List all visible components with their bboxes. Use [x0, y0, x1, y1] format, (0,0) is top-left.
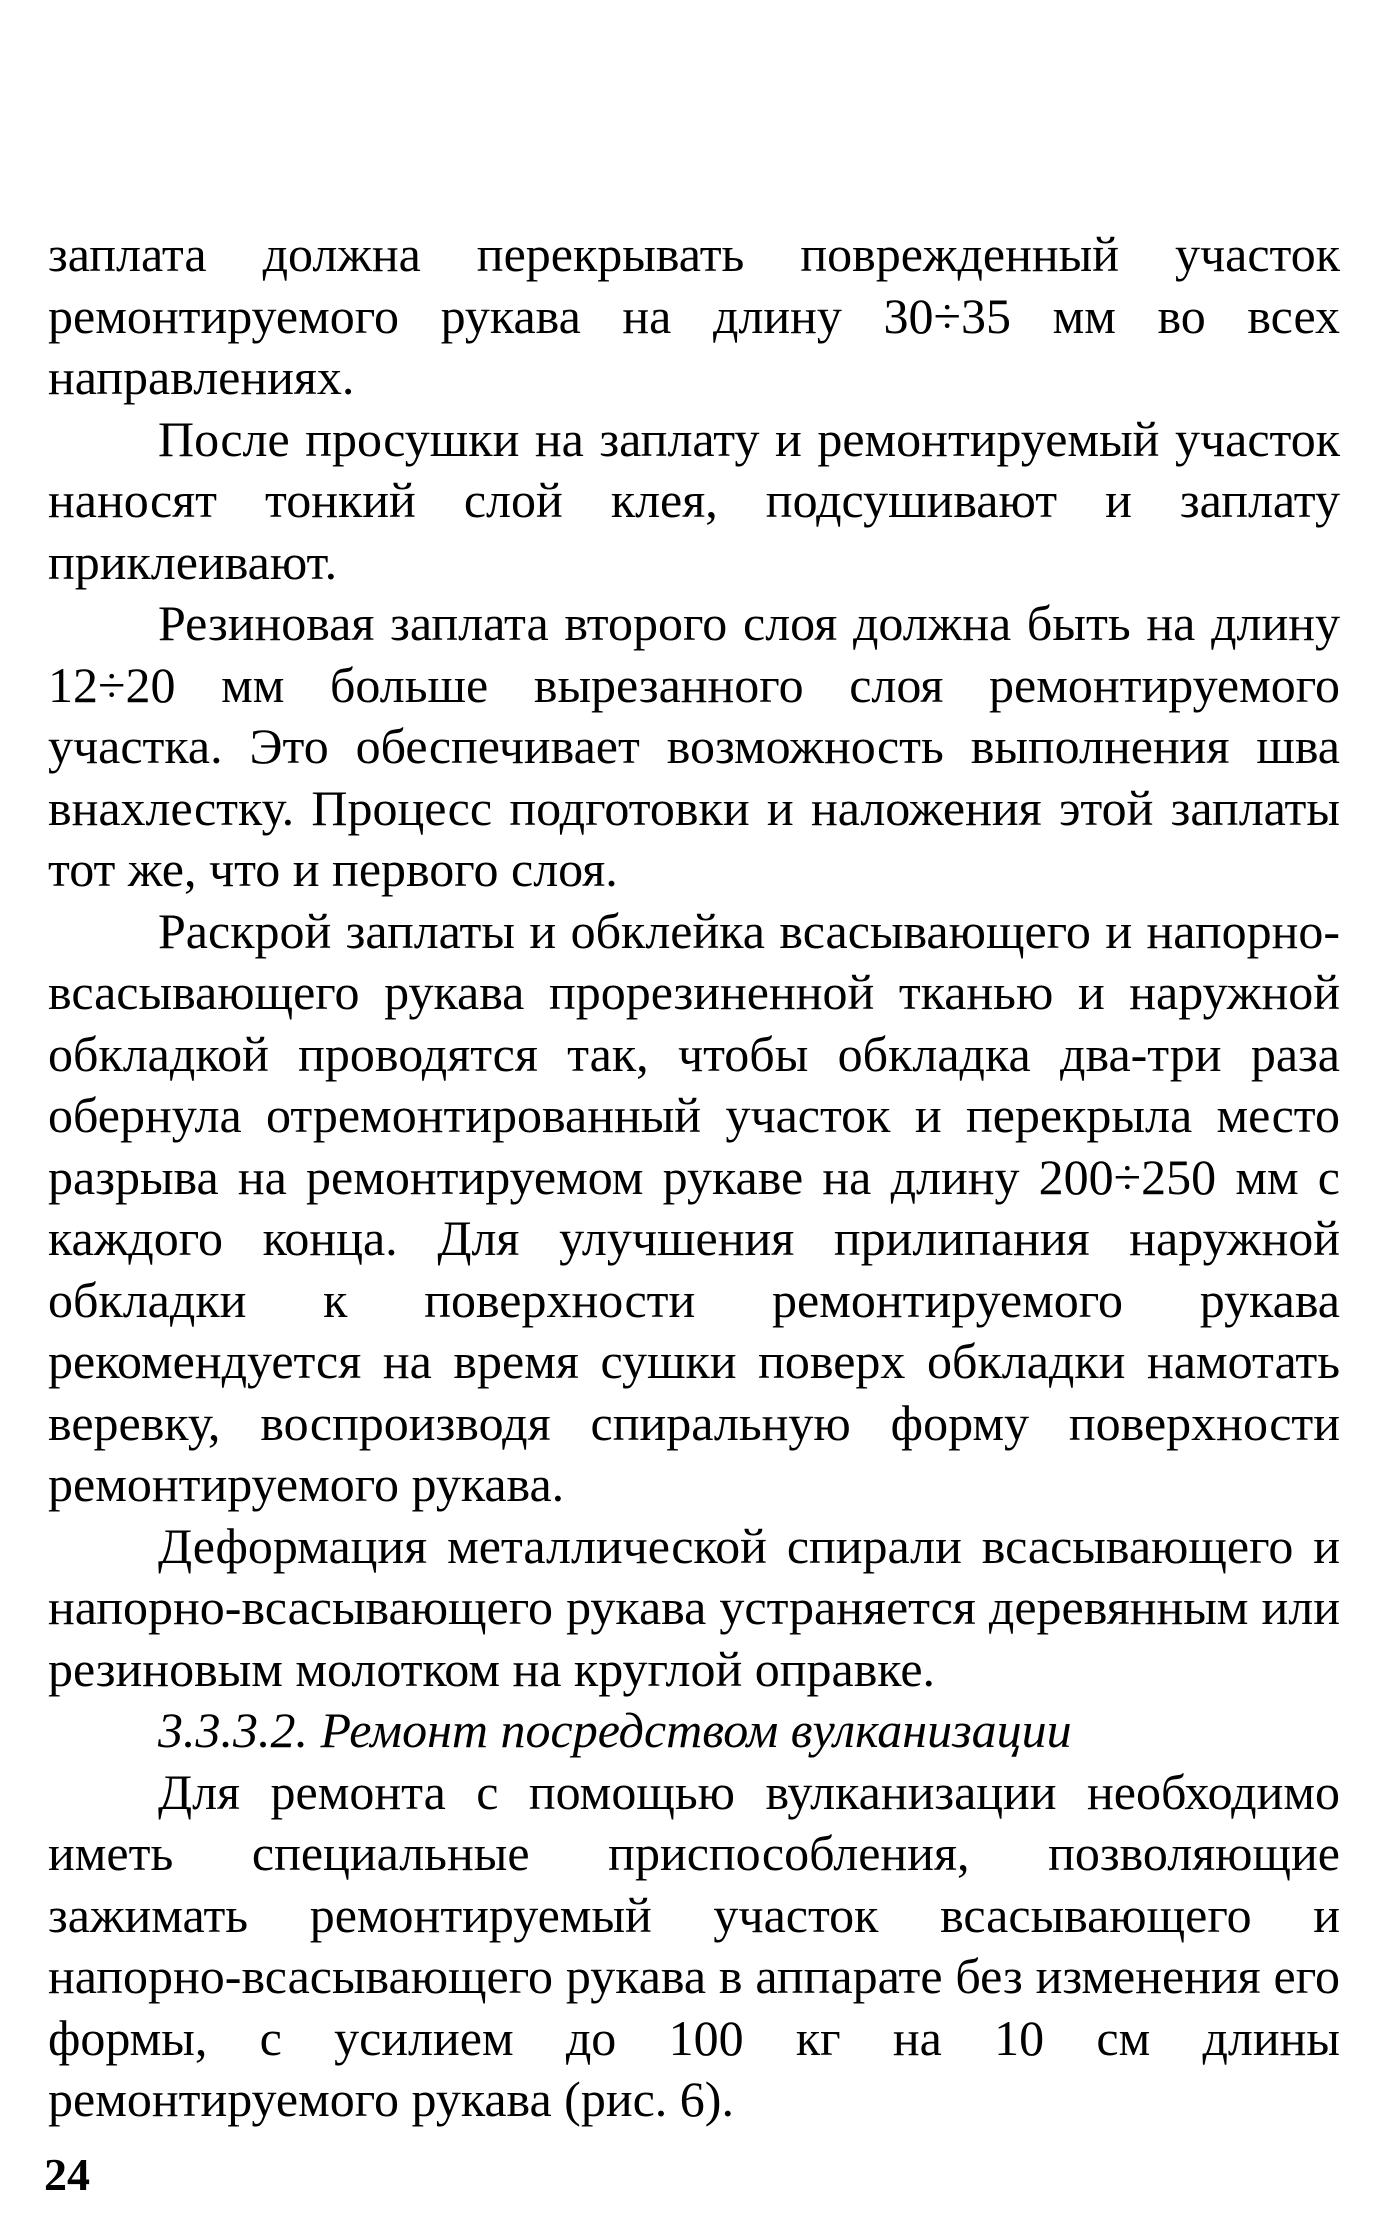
paragraph-vulcanization: Для ремонта с помощью вулканизации необходимо иметь специальные приспособления, позволяющие зажимать ремонтируемый участок всасывающего и напорно-всасывающего рукава в аппарате без изменения его формы, с усилием до 100 кг на 10 см длины ремонтируемого рукава (рис. 6).: [48, 1763, 1340, 2127]
paragraph-continuation: заплата должна перекрывать поврежденный участок ремонтируемого рукава на длину 30÷35 мм во всех направлениях.: [48, 226, 1340, 405]
page-text-body: [48, 224, 1340, 2131]
page-number: 24: [44, 2149, 90, 2200]
paragraph-drying: После просушки на заплату и ремонтируемый участок наносят тонкий слой клея, подсушивают и заплату приклеивают.: [48, 410, 1340, 590]
section-heading: 3.3.3.2. Ремонт посредством вулканизации: [158, 1702, 1072, 1758]
paragraph-second-layer: Резиновая заплата второго слоя должна быть на длину 12÷20 мм больше вырезанного слоя ремонтируемого участка. Это обеспечивает возможность выполнения шва внахлестку. Процесс подготовки и наложения этой заплаты тот же, что и первого слоя.: [48, 595, 1340, 897]
paragraph-cutting-and-covering: Раскрой заплаты и обклейка всасывающего и напорно-всасывающего рукава прорезиненной тканью и наружной обкладкой проводятся так, чтобы обкладка два-три раза обернула отремонтированный участок и перекрыла место разрыва на ремонтируемом рукаве на длину 200÷250 мм с каждого конца. Для улучшения прилипания наружной обкладки к поверхности ремонтируемого рукава рекомендуется на время сушки поверх обкладки намотать веревку, воспроизводя спиральную форму поверхности ремонтируемого рукава.: [48, 902, 1340, 1512]
paragraph-spiral-deformation: Деформация металлической спирали всасывающего и напорно-всасывающего рукава устраняется деревянным или резиновым молотком на круглой оправке.: [48, 1517, 1340, 1697]
